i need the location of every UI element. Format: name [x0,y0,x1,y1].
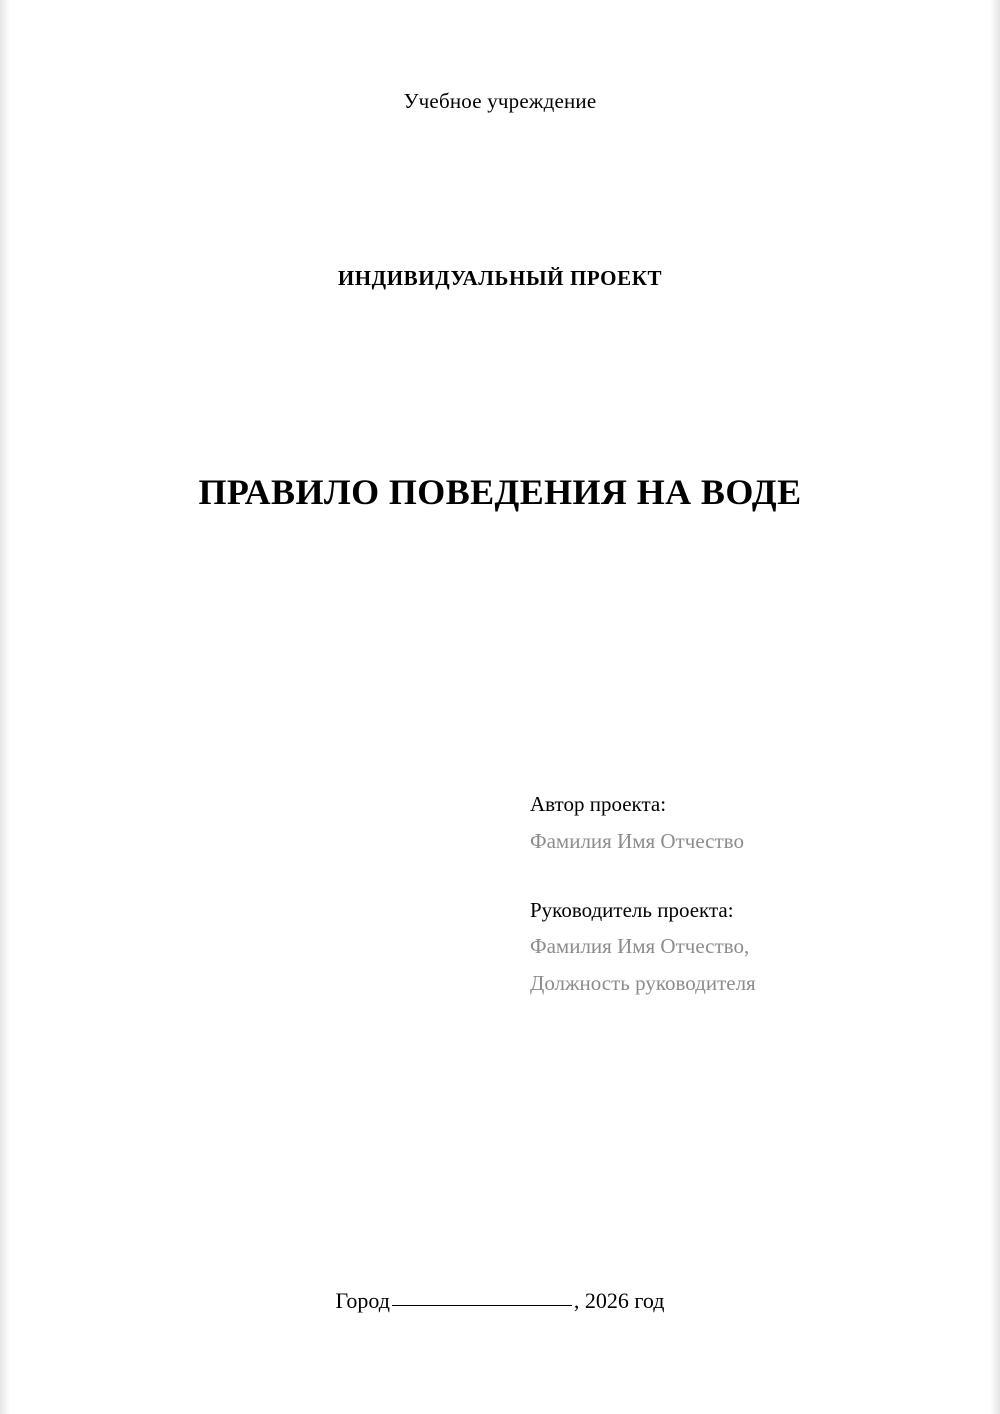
year-text: , 2026 год [573,1288,665,1313]
supervisor-block [530,892,930,1002]
author-value: Фамилия Имя Отчество [530,828,744,853]
supervisor-value-line-1: Фамилия Имя Отчество, [530,934,750,959]
credits-block [530,786,930,1002]
supervisor-value-line-2: Должность руководителя [530,971,756,995]
city-label: Город [335,1288,390,1313]
supervisor-label: Руководитель проекта: [530,897,734,922]
page-footer [0,1288,1000,1314]
institution-name: Учебное учреждение [403,89,597,113]
page-title: ПРАВИЛО ПОВЕДЕНИЯ НА ВОДЕ [198,472,802,513]
author-label: Автор проекта: [530,792,667,816]
project-kind-heading: ИНДИВИДУАЛЬНЫЙ ПРОЕКТ [337,266,663,290]
author-block [530,786,930,860]
city-blank-line [392,1305,572,1306]
